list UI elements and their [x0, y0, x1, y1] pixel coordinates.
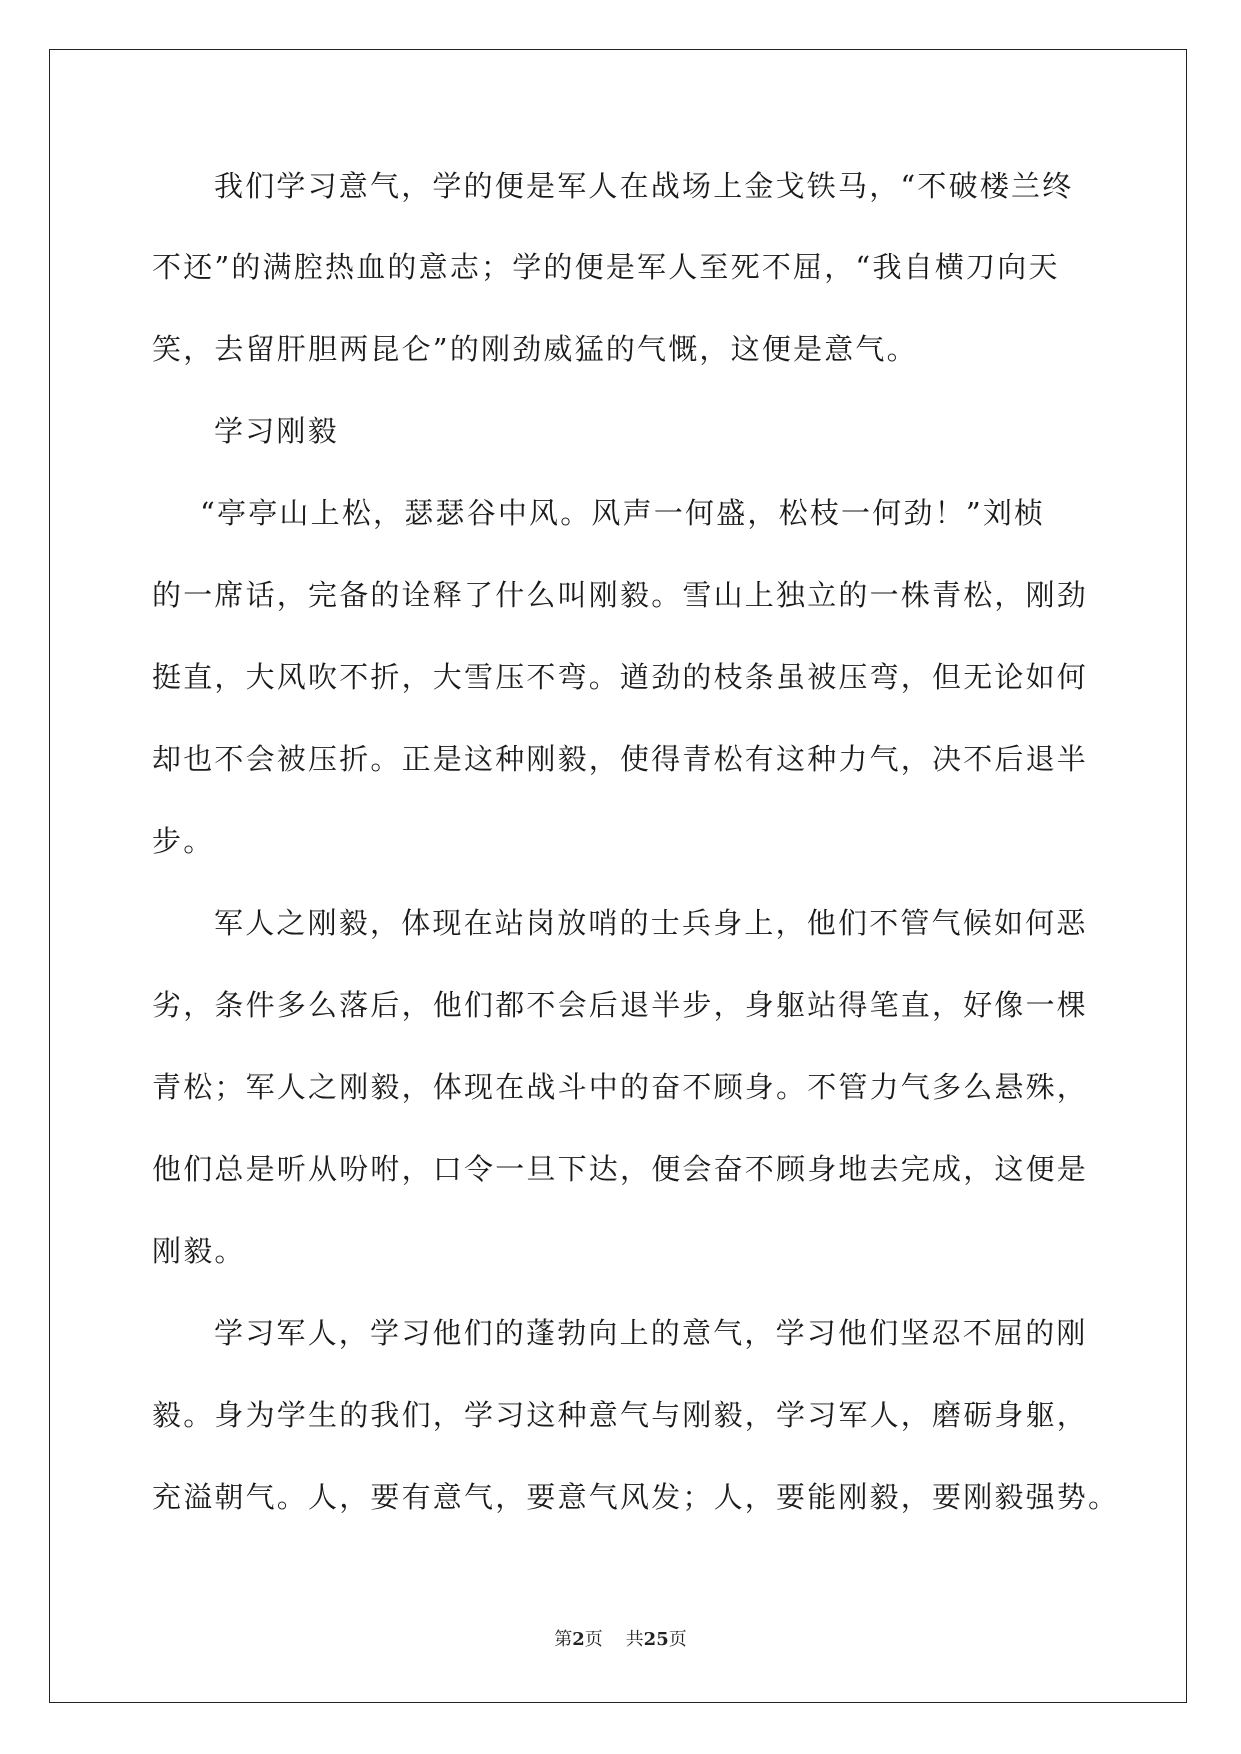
paragraph-line: “亭亭山上松，瑟瑟谷中风。风声一何盛，松枝一何劲！”刘桢	[200, 496, 1046, 530]
paragraph-line: 却也不会被压折。正是这种刚毅，使得青松有这种力气，决不后退半	[152, 742, 1089, 776]
paragraph-line: 挺直，大风吹不折，大雪压不弯。遒劲的枝条虽被压弯，但无论如何	[152, 660, 1089, 694]
footer-page-suffix: 页	[584, 1629, 603, 1650]
paragraph-line: 不还”的满腔热血的意志；学的便是军人至死不屈，“我自横刀向天	[152, 250, 1060, 284]
paragraph-line: 青松；军人之刚毅，体现在战斗中的奋不顾身。不管力气多么悬殊，	[152, 1070, 1089, 1104]
paragraph-line: 我们学习意气，学的便是军人在战场上金戈铁马，“不破楼兰终	[214, 169, 1074, 203]
paragraph-line: 劣，条件多么落后，他们都不会后退半步，身躯站得笔直，好像一棵	[152, 988, 1089, 1022]
paragraph-line: 笑，去留肝胆两昆仑”的刚劲威猛的气慨，这便是意气。	[152, 332, 918, 366]
paragraph-line: 学习军人，学习他们的蓬勃向上的意气，学习他们坚忍不屈的刚	[214, 1316, 1088, 1350]
page-border	[49, 49, 1187, 1703]
paragraph-line: 的一席话，完备的诠释了什么叫刚毅。雪山上独立的一株青松，刚劲	[152, 578, 1089, 612]
current-page-number: 2	[572, 1629, 585, 1650]
total-pages-number: 25	[643, 1629, 669, 1650]
footer-total-suffix: 页	[668, 1629, 687, 1650]
section-heading: 学习刚毅	[214, 414, 339, 448]
page-footer	[0, 1628, 1241, 1652]
paragraph-line: 他们总是听从吩咐，口令一旦下达，便会奋不顾身地去完成，这便是	[152, 1152, 1089, 1186]
footer-total-prefix: 共	[625, 1629, 644, 1650]
paragraph-line: 军人之刚毅，体现在站岗放哨的士兵身上，他们不管气候如何恶	[214, 906, 1088, 940]
footer-prefix: 第	[554, 1629, 573, 1650]
paragraph-line: 刚毅。	[152, 1234, 246, 1268]
paragraph-line: 充溢朝气。人，要有意气，要意气风发；人，要能刚毅，要刚毅强势。	[152, 1480, 1120, 1514]
paragraph-line: 毅。身为学生的我们，学习这种意气与刚毅，学习军人，磨砺身躯，	[152, 1398, 1089, 1432]
paragraph-line: 步。	[152, 824, 215, 858]
